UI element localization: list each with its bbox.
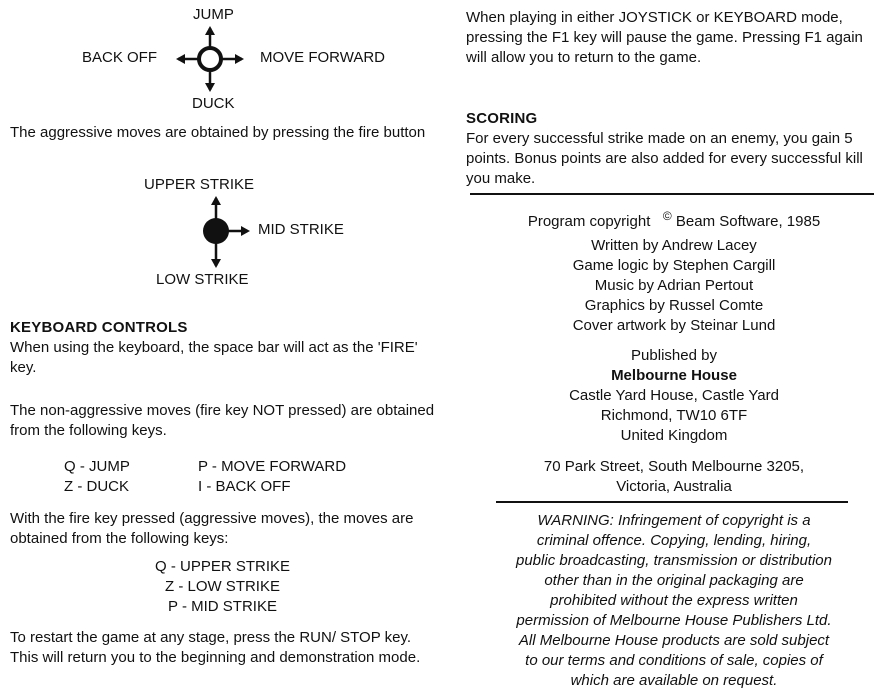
- warning-line: WARNING: Infringement of copyright is a: [537, 512, 811, 529]
- fire-intro-text: With the fire key pressed (aggressive moves), the moves are obtained from the following keys:: [10, 510, 414, 547]
- right-column: [466, 0, 882, 700]
- scoring-text: For every successful strike made on an enemy, you gain 5 points. Bonus points are also added for every successful kill you make.: [466, 130, 863, 187]
- duck-label: DUCK: [192, 95, 235, 112]
- credit-cover-artwork: Cover artwork by Steinar Lund: [572, 317, 776, 334]
- australia-address-line-1: 70 Park Street, South Melbourne 3205,: [543, 458, 805, 475]
- copyright-symbol: ©: [662, 209, 672, 223]
- copyright-line: [466, 206, 882, 232]
- move-forward-label: MOVE FORWARD: [260, 49, 386, 66]
- low-strike-label: LOW STRIKE: [156, 271, 249, 288]
- fire-key-upper-strike: Q - UPPER STRIKE: [154, 558, 291, 575]
- left-column: [10, 0, 440, 700]
- mid-strike-label: MID STRIKE: [258, 221, 344, 238]
- warning-line: other than in the original packaging are: [544, 572, 804, 589]
- warning-line: public broadcasting, transmission or distribution: [516, 552, 832, 569]
- warning-line: criminal offence. Copying, lending, hiring,: [536, 532, 812, 549]
- upper-strike-label: UPPER STRIKE: [144, 176, 255, 193]
- credit-game-logic: Game logic by Stephen Cargill: [572, 257, 776, 274]
- fire-key-low-strike: Z - LOW STRIKE: [164, 578, 280, 595]
- keyboard-controls-heading: KEYBOARD CONTROLS: [10, 319, 188, 336]
- credit-writer: Written by Andrew Lacey: [591, 237, 757, 254]
- joystick-open-circle-icon: [180, 26, 240, 92]
- divider-top: [470, 193, 874, 195]
- fire-keys-list: [10, 557, 435, 617]
- fire-key-mid-strike: P - MID STRIKE: [168, 598, 277, 615]
- key-i-back-off: I - BACK OFF: [198, 478, 291, 495]
- publisher-address-line-3: United Kingdom: [620, 427, 728, 444]
- publisher-address-line-2: Richmond, TW10 6TF: [600, 407, 748, 424]
- warning-line: prohibited without the express written: [550, 592, 798, 609]
- pause-text: When playing in either JOYSTICK or KEYBOARD mode, pressing the F1 key will pause the game. Pressing F1 again will allow you to return to the game.: [466, 9, 863, 66]
- back-off-label: BACK OFF: [82, 49, 158, 66]
- credit-graphics: Graphics by Russel Comte: [584, 297, 764, 314]
- copyright-holder: Beam Software, 1985: [675, 213, 821, 230]
- warning-block: [466, 511, 882, 691]
- key-p-move-forward: P - MOVE FORWARD: [198, 458, 347, 475]
- australia-address: [466, 457, 882, 497]
- key-q-jump: Q - JUMP: [64, 458, 130, 475]
- restart-text: To restart the game at any stage, press the RUN/ STOP key. This will return you to the beginning and demonstration mode.: [10, 629, 421, 666]
- australia-address-line-2: Victoria, Australia: [616, 478, 732, 495]
- key-z-duck: Z - DUCK: [64, 478, 129, 495]
- publisher-address-line-1: Castle Yard House, Castle Yard: [569, 387, 779, 404]
- credit-music: Music by Adrian Pertout: [594, 277, 754, 294]
- divider-bottom: [496, 501, 848, 503]
- copyright-prefix: Program copyright: [527, 213, 651, 230]
- warning-line: which are available on request.: [570, 672, 778, 689]
- aggressive-intro-text: The aggressive moves are obtained by pressing the fire button: [10, 124, 426, 141]
- jump-label: JUMP: [193, 6, 234, 23]
- publisher-name: Melbourne House: [611, 367, 737, 384]
- published-by-label: Published by: [631, 347, 717, 364]
- non-aggressive-intro-text: The non-aggressive moves (fire key NOT pressed) are obtained from the following keys.: [10, 402, 435, 439]
- publisher-block: [466, 346, 882, 446]
- credits-list: [466, 236, 882, 336]
- warning-line: to our terms and conditions of sale, copies of: [525, 652, 823, 669]
- keyboard-intro-text: When using the keyboard, the space bar will act as the 'FIRE' key.: [10, 339, 418, 376]
- warning-line: permission of Melbourne House Publishers Ltd.: [516, 612, 832, 629]
- scoring-heading: SCORING: [466, 110, 538, 127]
- warning-line: All Melbourne House products are sold subject: [518, 632, 830, 649]
- joystick-filled-circle-icon: [202, 196, 250, 268]
